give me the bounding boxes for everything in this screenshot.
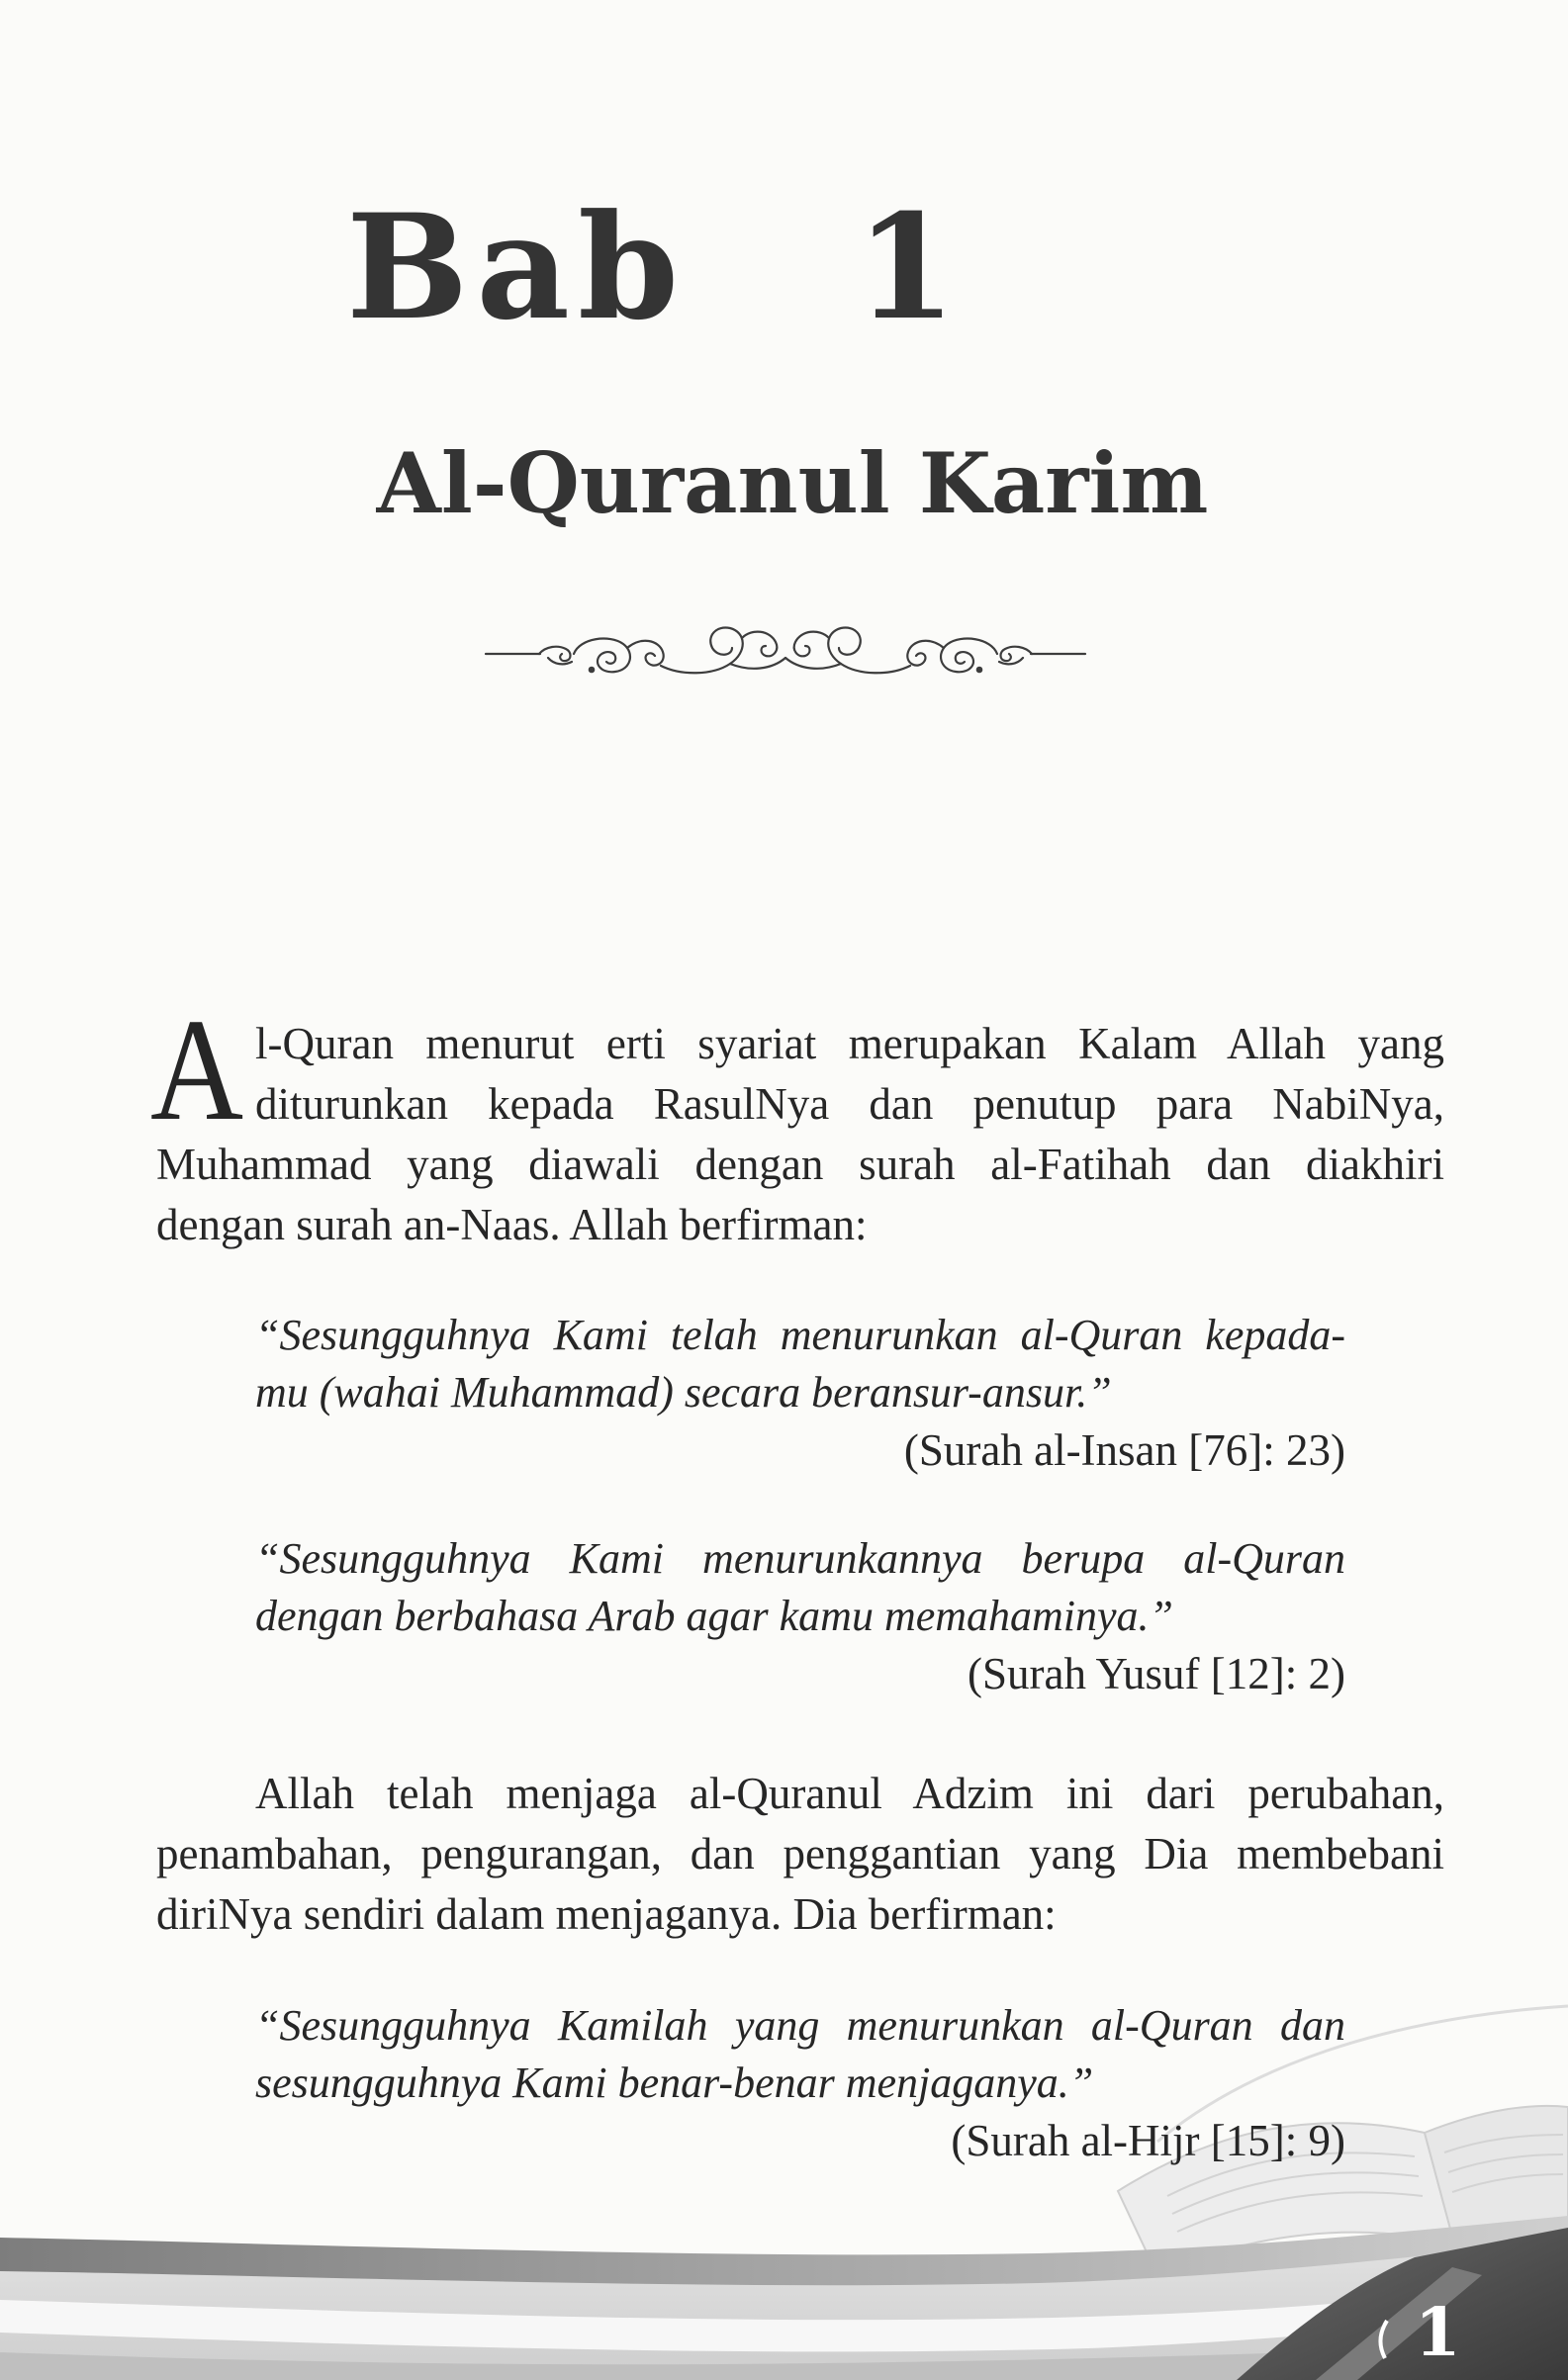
page-number: 1 (1415, 2293, 1461, 2371)
quote-line: “Sesungguhnya Kamilah yang menurunkan al-Quran dan (255, 2001, 1345, 2050)
quran-quote (255, 1530, 1345, 1702)
quran-quote (255, 1997, 1345, 2169)
quote-citation: (Surah al-Insan [76]: 23) (903, 1425, 1345, 1475)
ornament-left-scroll (539, 628, 785, 674)
paragraph-preservation (156, 1764, 1444, 1945)
quote-citation: (Surah al-Hijr [15]: 9) (951, 2116, 1345, 2165)
ornament-right-scroll (785, 628, 1032, 674)
quran-quote (255, 1307, 1345, 1479)
ornamental-divider (483, 618, 1088, 689)
paragraph-line: dengan surah an-Naas. Allah berfirman: (156, 1200, 868, 1249)
quote-citation: (Surah Yusuf [12]: 2) (967, 1649, 1345, 1698)
paragraph-line: Muhammad yang diawali dengan surah al-Fatihah dan diakhiri (156, 1140, 1444, 1189)
paragraph-line: diriNya sendiri dalam menjaganya. Dia berfirman: (156, 1889, 1057, 1939)
paragraph-intro (156, 1014, 1444, 1255)
quote-line: “Sesungguhnya Kami telah menurunkan al-Quran kepada- (255, 1311, 1345, 1359)
quote-line: mu (wahai Muhammad) secara beransur-ansur.” (255, 1368, 1112, 1417)
paragraph-line: l-Quran menurut erti syariat merupakan Kalam Allah yang (255, 1019, 1444, 1068)
paragraph-line: diturunkan kepada RasulNya dan penutup para NabiNya, (255, 1079, 1444, 1129)
chapter-label: Bab 1 (346, 183, 965, 352)
paragraph-line: Allah telah menjaga al-Quranul Adzim ini dari perubahan, (255, 1769, 1444, 1818)
paragraph-line: penambahan, pengurangan, dan penggantian yang Dia membebani (156, 1829, 1444, 1878)
drop-cap: A (150, 989, 244, 1151)
quote-line: dengan berbahasa Arab agar kamu memahaminya.” (255, 1592, 1174, 1640)
chapter-title: Al-Quranul Karim (376, 434, 1209, 532)
quote-line: “Sesungguhnya Kami menurunkannya berupa al-Quran (255, 1534, 1345, 1583)
quote-line: sesungguhnya Kami benar-benar menjaganya.” (255, 2059, 1094, 2107)
